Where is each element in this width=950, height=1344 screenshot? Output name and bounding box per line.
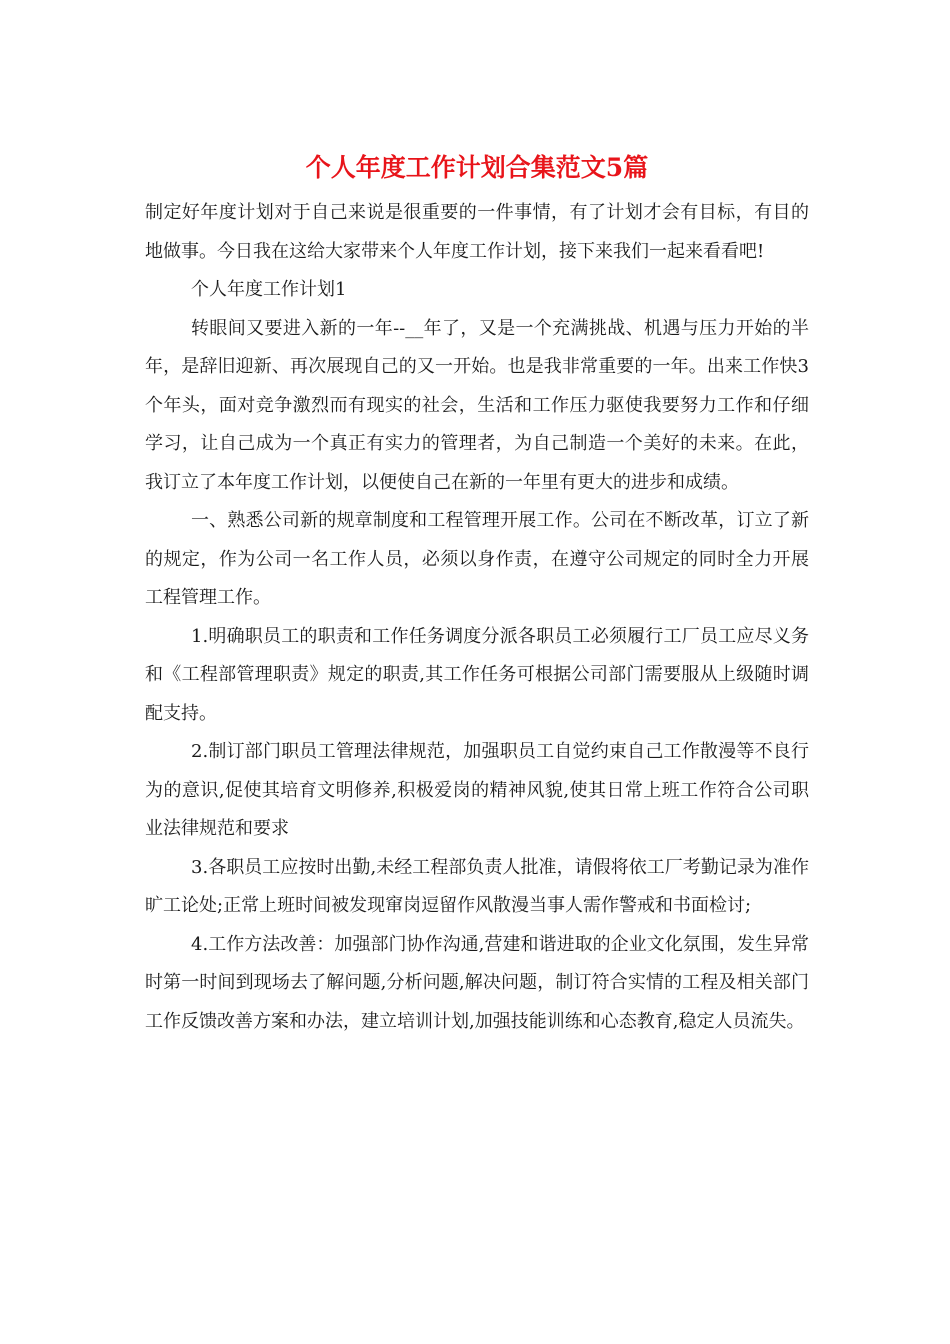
intro-paragraph: 制定好年度计划对于自己来说是很重要的一件事情，有了计划才会有目标，有目的地做事。今日我在这给大家带来个人年度工作计划，接下来我们一起来看看吧! [145,202,809,262]
document-title: 个人年度工作计划合集范文5篇 [305,153,649,182]
document-page [145,148,809,1041]
body-paragraph: 转眼间又要进入新的一年--__年了，又是一个充满挑战、机遇与压力开始的半年，是辞旧迎新、再次展现自己的又一开始。也是我非常重要的一年。出来工作快3个年头，面对竞争激烈而有现实的社会，生活和工作压力驱使我要努力工作和仔细学习，让自己成为一个真正有实力的管理者，为自己制造一个美好的未来。在此，我订立了本年度工作计划，以便使自己在新的一年里有更大的进步和成绩。 [145,317,809,493]
body-paragraph: 3.各职员工应按时出勤,未经工程部负责人批准，请假将依工厂考勤记录为准作旷工论处;正常上班时间被发现窜岗逗留作风散漫当事人需作警戒和书面检讨; [145,856,809,916]
body-paragraph: 4.工作方法改善：加强部门协作沟通,营建和谐进取的企业文化氛围，发生异常时第一时间到现场去了解问题,分析问题,解决问题，制订符合实情的工程及相关部门工作反馈改善方案和办法，建立培训计划,加强技能训练和心态教育,稳定人员流失。 [145,933,809,1032]
body-paragraph: 1.明确职员工的职责和工作任务调度分派各职员工必须履行工厂员工应尽义务和《工程部管理职责》规定的职责,其工作任务可根据公司部门需要服从上级随时调配支持。 [145,625,809,724]
section-heading: 个人年度工作计划1 [191,279,347,300]
body-paragraph: 一、熟悉公司新的规章制度和工程管理开展工作。公司在不断改革，订立了新的规定，作为公司一名工作人员，必须以身作责，在遵守公司规定的同时全力开展工程管理工作。 [145,510,809,608]
body-paragraph: 2.制订部门职员工管理法律规范，加强职员工自觉约束自己工作散漫等不良行为的意识,促使其培育文明修养,积极爱岗的精神风貌,使其日常上班工作符合公司职业法律规范和要求 [145,741,809,839]
